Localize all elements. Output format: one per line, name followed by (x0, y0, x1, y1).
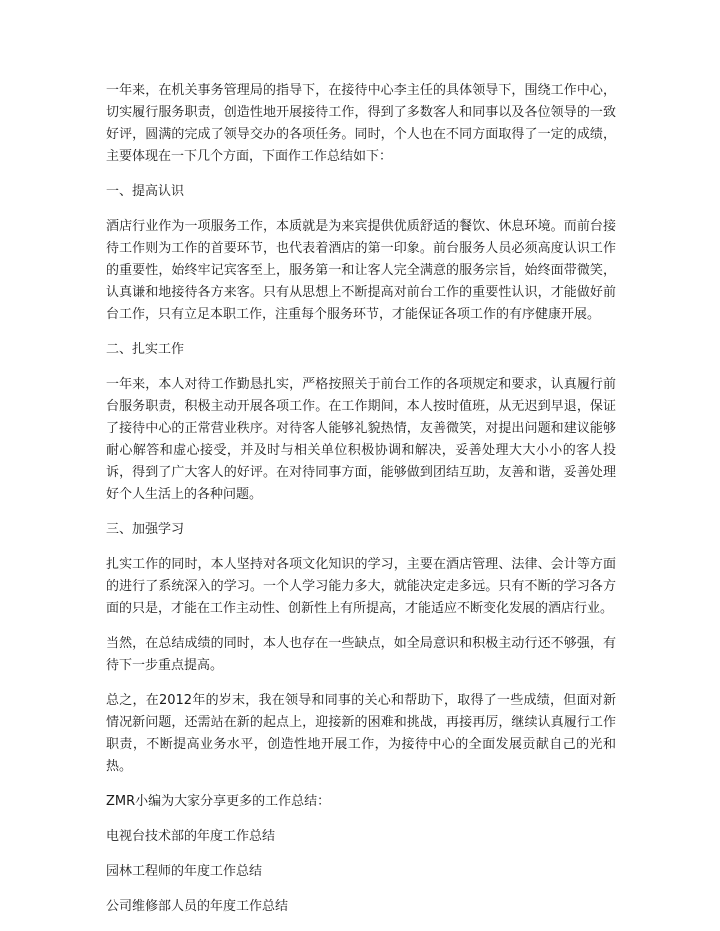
section-heading-2: 二、扎实工作 (106, 342, 185, 357)
conclusion-paragraph: 总之，在2012年的岁末，我在领导和同事的关心和帮助下，取得了一些成绩，但面对新情况新问题，还需站在新的起点上，迎接新的困难和挑战，再接再厉，继续认真履行工作职责，不断提高业务水平，创造性地开展工作，为接待中心的全面发展贡献自己的光和热。 (106, 693, 616, 774)
section-heading-3: 三、加强学习 (106, 522, 185, 537)
related-link[interactable]: 电视台技术部的年度工作总结 (106, 829, 276, 844)
section-body-2: 一年来，本人对待工作勤恳扎实，严格按照关于前台工作的各项规定和要求，认真履行前台服务职责，积极主动开展各项工作。在工作期间，本人按时值班，从无迟到早退，保证了接待中心的正常营业秩序。对待客人能够礼貌热情，友善微笑，对提出问题和建议能够耐心解答和虚心接受，并及时与相关单位积极协调和解决，妥善处理大大小小的客人投诉，得到了广大客人的好评。在对待同事方面，能够做到团结互助，友善和谐，妥善处理好个人生活上的各种问题。 (106, 377, 616, 502)
shortcoming-paragraph: 当然，在总结成绩的同时，本人也存在一些缺点，如全局意识和积极主动行还不够强，有待下一步重点提高。 (106, 636, 616, 673)
related-link[interactable]: 公司维修部人员的年度工作总结 (106, 899, 289, 914)
document-body (106, 80, 616, 931)
share-intro: ZMR小编为大家分享更多的工作总结： (106, 794, 331, 809)
section-body-3: 扎实工作的同时，本人坚持对各项文化知识的学习，主要在酒店管理、法律、会计等方面的进行了系统深入的学习。一个人学习能力多大，就能决定走多远。只有不断的学习各方面的只是，才能在工作主动性、创新性上有所提高，才能适应不断变化发展的酒店行业。 (106, 557, 616, 616)
section-heading-1: 一、提高认识 (106, 184, 185, 199)
section-body-1: 酒店行业作为一项服务工作，本质就是为来宾提供优质舒适的餐饮、休息环境。而前台接待工作则为工作的首要环节，也代表着酒店的第一印象。前台服务人员必须高度认识工作的重要性，始终牢记宾客至上，服务第一和让客人完全满意的服务宗旨，始终面带微笑，认真谦和地接待各方来客。只有从思想上不断提高对前台工作的重要性认识，才能做好前台工作，只有立足本职工作，注重每个服务环节，才能保证各项工作的有序健康开展。 (106, 219, 616, 322)
related-link[interactable]: 园林工程师的年度工作总结 (106, 864, 263, 879)
intro-paragraph: 一年来，在机关事务管理局的指导下，在接待中心李主任的具体领导下，围绕工作中心，切实履行服务职责，创造性地开展接待工作，得到了多数客人和同事以及各位领导的一致好评，圆满的完成了领导交办的各项任务。同时，个人也在不同方面取得了一定的成绩，主要体现在一下几个方面，下面作工作总结如下： (106, 83, 616, 164)
